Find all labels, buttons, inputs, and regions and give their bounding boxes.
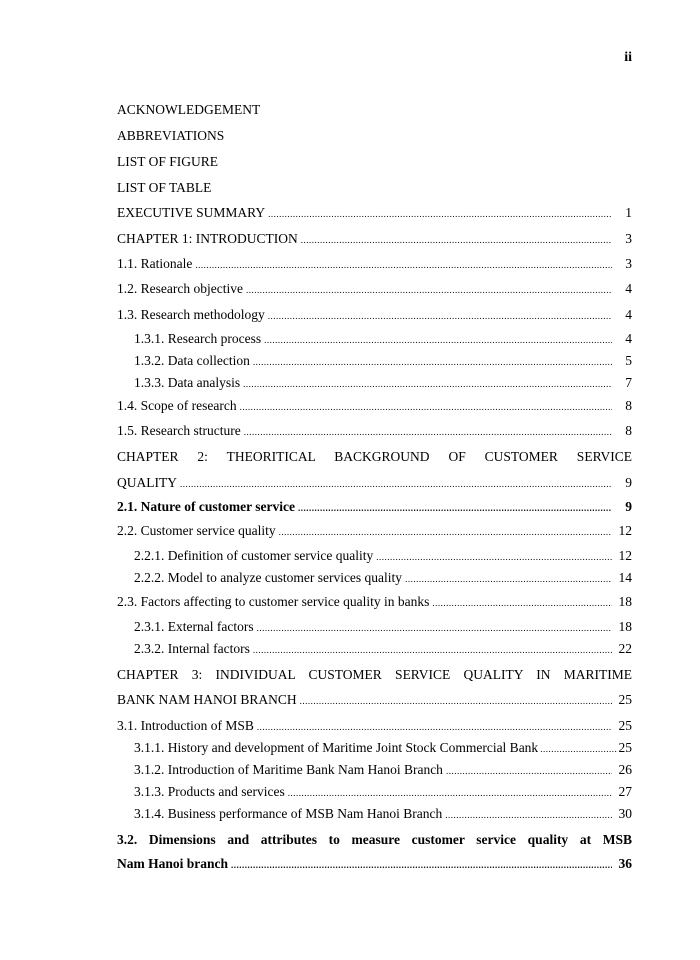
toc-leader — [268, 208, 612, 221]
toc-label: 2.1. Nature of customer service — [117, 499, 295, 514]
toc-entry[interactable] — [117, 391, 632, 414]
toc-entry[interactable] — [117, 778, 632, 800]
toc-label-line1: CHAPTER 3: INDIVIDUAL CUSTOMER SERVICE QUALITY IN MARITIME — [117, 667, 632, 682]
toc-label: 1.3. Research methodology — [117, 307, 265, 322]
toc-page: 18 — [618, 594, 632, 609]
toc-label: 2.2.1. Definition of customer service quality — [134, 548, 374, 563]
toc-leader — [180, 478, 612, 491]
toc-leader — [288, 787, 612, 800]
toc-label: 3.1.2. Introduction of Maritime Bank Nam Hanoi Branch — [134, 762, 443, 777]
toc-entry[interactable] — [117, 586, 632, 610]
toc-entry[interactable] — [117, 323, 632, 347]
toc-entry[interactable] — [117, 564, 632, 586]
toc-label: Nam Hanoi branch — [117, 856, 229, 871]
toc-entry-section-3-2[interactable] — [117, 822, 632, 872]
toc-label: LIST OF TABLE — [117, 180, 212, 195]
toc-entry[interactable] — [117, 247, 632, 272]
toc-entry[interactable] — [117, 539, 632, 564]
toc-page: 3 — [625, 231, 632, 246]
toc-page: 1 — [625, 205, 632, 220]
toc-page: 4 — [625, 331, 632, 346]
toc-entry[interactable] — [117, 369, 632, 391]
toc-leader — [240, 401, 612, 414]
toc-entry[interactable] — [117, 221, 632, 247]
toc-label: BANK NAM HANOI BRANCH — [117, 692, 297, 707]
toc-entry[interactable] — [117, 491, 632, 515]
toc-page: 25 — [618, 718, 632, 733]
toc-page: 4 — [625, 281, 632, 296]
toc-page: 36 — [618, 856, 632, 871]
toc-page: 9 — [625, 499, 632, 514]
toc-page: 26 — [618, 762, 632, 777]
toc-page: 18 — [618, 619, 632, 634]
toc-page: 12 — [618, 523, 632, 538]
toc-label: 3.1.1. History and development of Maritime Joint Stock Commercial Bank — [134, 740, 539, 755]
toc-leader — [279, 526, 612, 539]
toc-label: 3.1.3. Products and services — [134, 784, 285, 799]
toc-page: 8 — [625, 398, 632, 413]
toc-page: 25 — [618, 740, 632, 755]
toc-label: QUALITY — [117, 475, 177, 490]
toc-page: 5 — [625, 353, 632, 368]
toc-label: 3.1. Introduction of MSB — [117, 718, 254, 733]
toc-label: 1.2. Research objective — [117, 281, 243, 296]
toc-page: 25 — [618, 692, 632, 707]
toc-entry-chapter-2[interactable] — [117, 439, 632, 491]
toc-page: 9 — [625, 475, 632, 490]
table-of-contents — [117, 92, 632, 872]
toc-entry[interactable] — [117, 734, 632, 756]
toc-label: EXECUTIVE SUMMARY — [117, 205, 266, 220]
toc-page: 8 — [625, 423, 632, 438]
toc-page: 7 — [625, 375, 632, 390]
toc-label: 1.1. Rationale — [117, 256, 193, 271]
toc-label: CHAPTER 1: INTRODUCTION — [117, 231, 298, 246]
toc-leader — [446, 765, 612, 778]
toc-entry[interactable] — [117, 756, 632, 778]
toc-entry[interactable] — [117, 347, 632, 369]
toc-page: 4 — [625, 307, 632, 322]
toc-label: 2.3.2. Internal factors — [134, 641, 250, 656]
toc-label-line1: 3.2. Dimensions and attributes to measure customer service quality at MSB — [117, 832, 632, 847]
toc-leader — [253, 644, 612, 657]
toc-front-abbreviations[interactable] — [117, 118, 632, 144]
toc-leader — [257, 622, 612, 635]
toc-leader — [376, 551, 612, 564]
toc-page: 3 — [625, 256, 632, 271]
toc-entry[interactable] — [117, 635, 632, 657]
toc-leader — [298, 502, 612, 515]
toc-leader — [264, 334, 612, 347]
toc-leader — [253, 356, 612, 369]
toc-page: 30 — [618, 806, 632, 821]
toc-entry[interactable] — [117, 272, 632, 297]
toc-label: ACKNOWLEDGEMENT — [117, 102, 261, 117]
toc-leader — [257, 721, 612, 734]
toc-front-acknowledgement[interactable] — [117, 92, 632, 118]
toc-leader — [243, 378, 612, 391]
toc-entry[interactable] — [117, 800, 632, 822]
toc-leader — [445, 809, 612, 822]
toc-page: 12 — [618, 548, 632, 563]
toc-leader — [540, 743, 618, 756]
toc-leader — [195, 259, 612, 272]
toc-label: 1.3.1. Research process — [134, 331, 262, 346]
toc-label: 1.3.3. Data analysis — [134, 375, 241, 390]
toc-page: 22 — [618, 641, 632, 656]
toc-leader — [432, 597, 612, 610]
toc-entry-chapter-3[interactable] — [117, 657, 632, 708]
toc-page: 27 — [618, 784, 632, 799]
toc-leader — [301, 234, 612, 247]
page-number: ii — [624, 50, 632, 65]
toc-label: 1.4. Scope of research — [117, 398, 237, 413]
toc-label: 2.2.2. Model to analyze customer services quality — [134, 570, 403, 585]
toc-entry[interactable] — [117, 196, 632, 221]
toc-leader — [244, 426, 612, 439]
toc-label: 2.3.1. External factors — [134, 619, 254, 634]
toc-leader — [246, 284, 612, 297]
toc-entry[interactable] — [117, 414, 632, 439]
toc-label: LIST OF FIGURE — [117, 154, 219, 169]
toc-leader — [405, 573, 612, 586]
toc-entry[interactable] — [117, 610, 632, 635]
toc-entry[interactable] — [117, 297, 632, 323]
toc-label: 2.2. Customer service quality — [117, 523, 276, 538]
toc-entry[interactable] — [117, 708, 632, 734]
toc-label: 3.1.4. Business performance of MSB Nam Hanoi Branch — [134, 806, 443, 821]
toc-front-list-of-table[interactable] — [117, 170, 632, 196]
toc-label-line1: CHAPTER 2: THEORITICAL BACKGROUND OF CUSTOMER SERVICE — [117, 449, 632, 464]
toc-label: 2.3. Factors affecting to customer service quality in banks — [117, 594, 430, 609]
toc-page: 14 — [618, 570, 632, 585]
toc-label: 1.5. Research structure — [117, 423, 241, 438]
toc-leader — [231, 859, 612, 872]
toc-leader — [300, 695, 612, 708]
toc-entry[interactable] — [117, 515, 632, 539]
toc-front-list-of-figure[interactable] — [117, 144, 632, 170]
toc-label: ABBREVIATIONS — [117, 128, 225, 143]
toc-leader — [268, 310, 612, 323]
toc-label: 1.3.2. Data collection — [134, 353, 250, 368]
